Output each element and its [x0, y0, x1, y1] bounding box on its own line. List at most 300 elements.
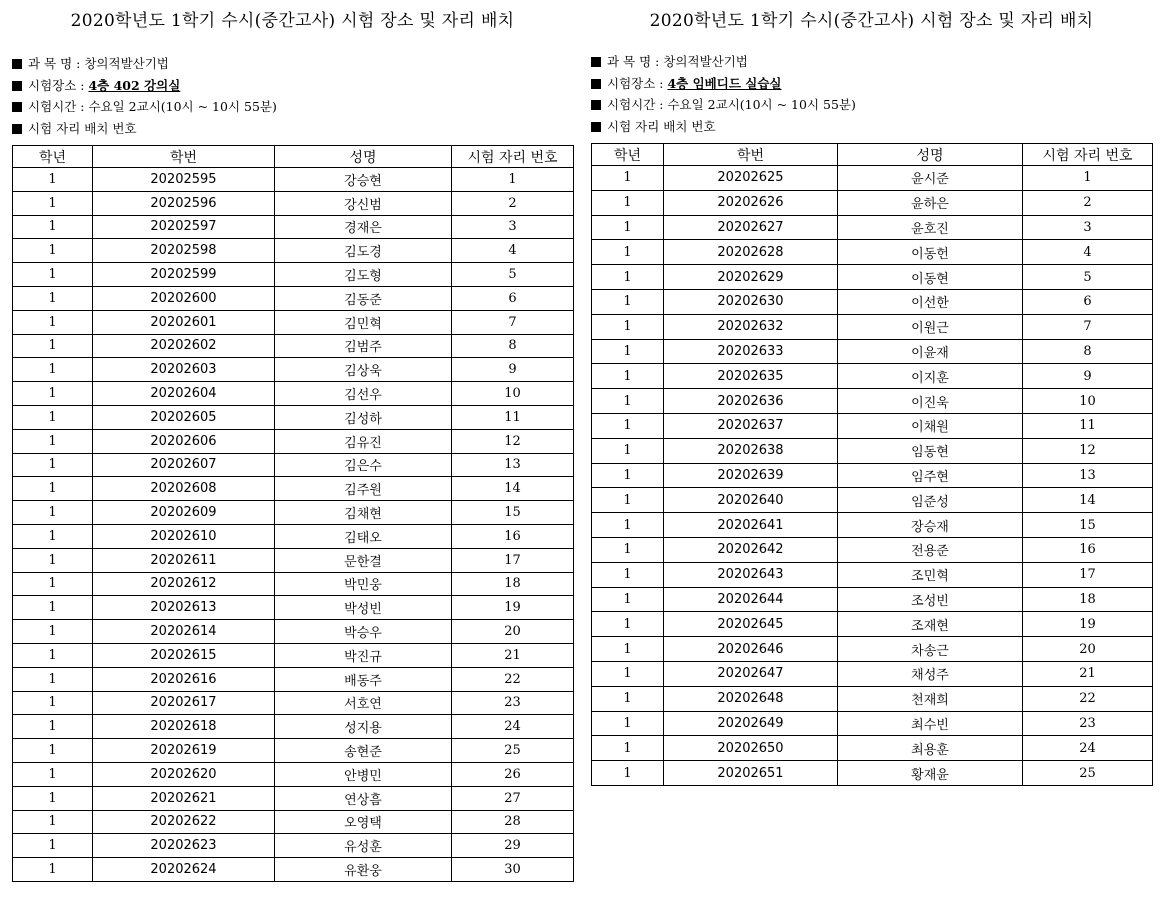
seat-number-cell: 13 [1023, 463, 1153, 488]
seat-number-cell: 16 [1023, 537, 1153, 562]
table-row [592, 736, 1153, 761]
student-id-cell: 20202613 [93, 596, 275, 620]
student-name-cell: 장승재 [838, 513, 1023, 538]
grade-cell: 1 [592, 314, 664, 339]
student-name-cell: 안병민 [275, 762, 452, 786]
student-name-cell: 박성빈 [275, 596, 452, 620]
table-row [13, 215, 574, 239]
seat-number-cell: 21 [1023, 661, 1153, 686]
table-row [592, 761, 1153, 786]
student-id-cell: 20202645 [664, 612, 838, 637]
student-name-cell: 강승현 [275, 168, 452, 192]
student-name-cell: 임준성 [838, 488, 1023, 513]
subject-line [591, 51, 856, 73]
seat-number-cell: 6 [1023, 289, 1153, 314]
info-value: 4층 임베디드 실습실 [667, 75, 782, 91]
student-id-cell: 20202628 [664, 240, 838, 265]
student-name-cell: 이진욱 [838, 389, 1023, 414]
table-row [592, 637, 1153, 662]
exam-info [591, 51, 856, 137]
seat-number-cell: 21 [452, 643, 574, 667]
table-row [13, 429, 574, 453]
table-row [13, 405, 574, 429]
table-row [13, 834, 574, 858]
student-id-cell: 20202617 [93, 691, 275, 715]
student-name-cell: 문한결 [275, 548, 452, 572]
student-name-cell: 이지훈 [838, 364, 1023, 389]
column-header: 시험 자리 번호 [1023, 144, 1153, 166]
seat-number-cell: 2 [452, 191, 574, 215]
seat-number-cell: 23 [452, 691, 574, 715]
grade-cell: 1 [13, 715, 93, 739]
seat-number-cell: 5 [452, 263, 574, 287]
student-id-cell: 20202601 [93, 310, 275, 334]
table-row [13, 786, 574, 810]
student-name-cell: 김동준 [275, 286, 452, 310]
square-bullet-icon [12, 124, 22, 134]
seat-number-cell: 29 [452, 834, 574, 858]
table-row [13, 858, 574, 882]
student-name-cell: 연상흠 [275, 786, 452, 810]
table-row [13, 239, 574, 263]
student-name-cell: 차송근 [838, 637, 1023, 662]
student-name-cell: 송현준 [275, 739, 452, 763]
student-name-cell: 윤호진 [838, 215, 1023, 240]
student-id-cell: 20202643 [664, 562, 838, 587]
student-name-cell: 김도형 [275, 263, 452, 287]
grade-cell: 1 [592, 413, 664, 438]
seat-number-cell: 25 [1023, 761, 1153, 786]
grade-cell: 1 [592, 190, 664, 215]
student-name-cell: 박민웅 [275, 572, 452, 596]
table-row [592, 686, 1153, 711]
grade-cell: 1 [13, 453, 93, 477]
grade-cell: 1 [13, 405, 93, 429]
student-name-cell: 윤시준 [838, 166, 1023, 191]
table-row [13, 168, 574, 192]
table-header-row [592, 144, 1153, 166]
info-label: 과 목 명 : [28, 56, 85, 71]
student-id-cell: 20202618 [93, 715, 275, 739]
table-row [592, 537, 1153, 562]
grade-cell: 1 [13, 286, 93, 310]
grade-cell: 1 [592, 761, 664, 786]
student-name-cell: 박진규 [275, 643, 452, 667]
student-name-cell: 천재희 [838, 686, 1023, 711]
seat-number-cell: 7 [1023, 314, 1153, 339]
student-name-cell: 배동주 [275, 667, 452, 691]
student-id-cell: 20202647 [664, 661, 838, 686]
seat-number-cell: 16 [452, 524, 574, 548]
grade-cell: 1 [592, 240, 664, 265]
seat-number-cell: 20 [1023, 637, 1153, 662]
student-id-cell: 20202621 [93, 786, 275, 810]
grade-cell: 1 [13, 382, 93, 406]
student-id-cell: 20202598 [93, 239, 275, 263]
page-title: 2020학년도 1학기 수시(중간고사) 시험 장소 및 자리 배치 [649, 11, 1094, 31]
grade-cell: 1 [592, 438, 664, 463]
student-id-cell: 20202651 [664, 761, 838, 786]
grade-cell: 1 [592, 389, 664, 414]
table-row [13, 762, 574, 786]
grade-cell: 1 [13, 739, 93, 763]
table-row [592, 389, 1153, 414]
grade-cell: 1 [592, 686, 664, 711]
student-id-cell: 20202595 [93, 168, 275, 192]
seat-number-cell: 19 [1023, 612, 1153, 637]
seat-number-cell: 17 [1023, 562, 1153, 587]
grade-cell: 1 [592, 289, 664, 314]
seating-table [591, 143, 1153, 786]
table-row [592, 562, 1153, 587]
student-name-cell: 오영택 [275, 810, 452, 834]
info-value: 수요일 2교시(10시 ~ 10시 55분) [88, 99, 277, 114]
student-id-cell: 20202609 [93, 501, 275, 525]
grade-cell: 1 [13, 477, 93, 501]
student-name-cell: 강신범 [275, 191, 452, 215]
student-id-cell: 20202646 [664, 637, 838, 662]
grade-cell: 1 [13, 810, 93, 834]
student-id-cell: 20202615 [93, 643, 275, 667]
exam-time-line [12, 96, 277, 118]
seat-number-cell: 3 [1023, 215, 1153, 240]
square-bullet-icon [591, 79, 601, 89]
table-row [13, 691, 574, 715]
grade-cell: 1 [592, 661, 664, 686]
table-row [592, 240, 1153, 265]
exam-info [12, 53, 277, 139]
grade-cell: 1 [13, 858, 93, 882]
table-row [592, 265, 1153, 290]
student-id-cell: 20202607 [93, 453, 275, 477]
table-row [13, 810, 574, 834]
table-row [592, 612, 1153, 637]
student-name-cell: 이채원 [838, 413, 1023, 438]
grade-cell: 1 [13, 501, 93, 525]
grade-cell: 1 [13, 643, 93, 667]
exam-room-line [12, 75, 277, 97]
grade-cell: 1 [13, 334, 93, 358]
seat-number-cell: 14 [452, 477, 574, 501]
seat-number-cell: 19 [452, 596, 574, 620]
grade-cell: 1 [13, 834, 93, 858]
student-name-cell: 임동현 [838, 438, 1023, 463]
student-id-cell: 20202636 [664, 389, 838, 414]
grade-cell: 1 [13, 762, 93, 786]
seating-table [12, 145, 574, 882]
info-value: 4층 402 강의실 [88, 77, 181, 93]
column-header: 학년 [592, 144, 664, 166]
grade-cell: 1 [13, 429, 93, 453]
student-id-cell: 20202626 [664, 190, 838, 215]
student-id-cell: 20202641 [664, 513, 838, 538]
student-name-cell: 최용훈 [838, 736, 1023, 761]
square-bullet-icon [12, 81, 22, 91]
seat-number-cell: 30 [452, 858, 574, 882]
student-id-cell: 20202630 [664, 289, 838, 314]
student-id-cell: 20202642 [664, 537, 838, 562]
subject-line [12, 53, 277, 75]
student-id-cell: 20202644 [664, 587, 838, 612]
student-name-cell: 김유진 [275, 429, 452, 453]
student-name-cell: 김은수 [275, 453, 452, 477]
seat-number-cell: 15 [452, 501, 574, 525]
seat-number-cell: 26 [452, 762, 574, 786]
student-id-cell: 20202610 [93, 524, 275, 548]
table-row [13, 667, 574, 691]
student-id-cell: 20202623 [93, 834, 275, 858]
table-row [13, 572, 574, 596]
exam-room-line [591, 73, 856, 95]
seat-number-cell: 23 [1023, 711, 1153, 736]
table-row [13, 643, 574, 667]
student-id-cell: 20202604 [93, 382, 275, 406]
grade-cell: 1 [13, 215, 93, 239]
info-value: 수요일 2교시(10시 ~ 10시 55분) [667, 97, 856, 112]
student-id-cell: 20202600 [93, 286, 275, 310]
student-id-cell: 20202622 [93, 810, 275, 834]
student-name-cell: 이동현 [838, 265, 1023, 290]
column-header: 학번 [664, 144, 838, 166]
table-row [13, 358, 574, 382]
student-id-cell: 20202649 [664, 711, 838, 736]
table-header-row [13, 146, 574, 168]
student-id-cell: 20202627 [664, 215, 838, 240]
table-row [13, 477, 574, 501]
student-id-cell: 20202638 [664, 438, 838, 463]
seat-number-cell: 4 [452, 239, 574, 263]
grade-cell: 1 [13, 358, 93, 382]
info-value: 창의적발산기법 [663, 54, 748, 69]
column-header: 학년 [13, 146, 93, 168]
student-name-cell: 채성주 [838, 661, 1023, 686]
table-row [592, 289, 1153, 314]
student-name-cell: 윤하은 [838, 190, 1023, 215]
table-row [592, 166, 1153, 191]
grade-cell: 1 [592, 637, 664, 662]
seat-number-cell: 8 [1023, 339, 1153, 364]
table-row [592, 661, 1153, 686]
seat-number-cell: 24 [452, 715, 574, 739]
seat-number-cell: 1 [452, 168, 574, 192]
grade-cell: 1 [13, 524, 93, 548]
table-row [592, 438, 1153, 463]
student-name-cell: 유성훈 [275, 834, 452, 858]
student-id-cell: 20202633 [664, 339, 838, 364]
student-id-cell: 20202606 [93, 429, 275, 453]
student-name-cell: 김도경 [275, 239, 452, 263]
square-bullet-icon [12, 102, 22, 112]
table-row [592, 513, 1153, 538]
student-name-cell: 김성하 [275, 405, 452, 429]
square-bullet-icon [12, 59, 22, 69]
seat-number-heading [591, 116, 856, 138]
info-label: 시험장소 : [28, 77, 89, 93]
student-name-cell: 김선우 [275, 382, 452, 406]
table-row [592, 215, 1153, 240]
seat-number-cell: 25 [452, 739, 574, 763]
grade-cell: 1 [13, 596, 93, 620]
grade-cell: 1 [13, 620, 93, 644]
info-label: 시험시간 : [28, 99, 89, 114]
grade-cell: 1 [592, 265, 664, 290]
page-title: 2020학년도 1학기 수시(중간고사) 시험 장소 및 자리 배치 [70, 11, 515, 31]
student-name-cell: 김채현 [275, 501, 452, 525]
seat-number-cell: 8 [452, 334, 574, 358]
student-name-cell: 이선한 [838, 289, 1023, 314]
seat-number-cell: 12 [1023, 438, 1153, 463]
seat-number-cell: 9 [452, 358, 574, 382]
student-name-cell: 성지용 [275, 715, 452, 739]
student-name-cell: 황재윤 [838, 761, 1023, 786]
seat-number-cell: 2 [1023, 190, 1153, 215]
grade-cell: 1 [592, 736, 664, 761]
student-id-cell: 20202605 [93, 405, 275, 429]
table-row [13, 715, 574, 739]
grade-cell: 1 [592, 488, 664, 513]
table-row [592, 711, 1153, 736]
student-name-cell: 김민혁 [275, 310, 452, 334]
grade-cell: 1 [13, 310, 93, 334]
student-id-cell: 20202632 [664, 314, 838, 339]
seat-number-cell: 11 [1023, 413, 1153, 438]
seat-number-cell: 22 [452, 667, 574, 691]
student-name-cell: 최수빈 [838, 711, 1023, 736]
info-label: 시험시간 : [607, 97, 668, 112]
grade-cell: 1 [13, 263, 93, 287]
seat-number-cell: 14 [1023, 488, 1153, 513]
seat-number-cell: 17 [452, 548, 574, 572]
table-row [13, 286, 574, 310]
student-name-cell: 경재은 [275, 215, 452, 239]
table-row [13, 524, 574, 548]
table-row [592, 364, 1153, 389]
student-id-cell: 20202619 [93, 739, 275, 763]
student-name-cell: 이원근 [838, 314, 1023, 339]
grade-cell: 1 [13, 168, 93, 192]
student-id-cell: 20202635 [664, 364, 838, 389]
grade-cell: 1 [13, 548, 93, 572]
grade-cell: 1 [592, 364, 664, 389]
table-row [13, 596, 574, 620]
table-row [13, 739, 574, 763]
seat-number-cell: 11 [452, 405, 574, 429]
grade-cell: 1 [13, 691, 93, 715]
student-name-cell: 김태오 [275, 524, 452, 548]
seat-number-cell: 9 [1023, 364, 1153, 389]
student-id-cell: 20202637 [664, 413, 838, 438]
table-row [13, 620, 574, 644]
grade-cell: 1 [13, 191, 93, 215]
student-id-cell: 20202612 [93, 572, 275, 596]
student-name-cell: 박승우 [275, 620, 452, 644]
column-header: 학번 [93, 146, 275, 168]
student-name-cell: 김범주 [275, 334, 452, 358]
student-name-cell: 김주원 [275, 477, 452, 501]
square-bullet-icon [591, 122, 601, 132]
grade-cell: 1 [592, 711, 664, 736]
table-row [13, 191, 574, 215]
table-row [13, 453, 574, 477]
seat-number-cell: 24 [1023, 736, 1153, 761]
grade-cell: 1 [13, 239, 93, 263]
student-name-cell: 김상욱 [275, 358, 452, 382]
info-label: 과 목 명 : [607, 54, 664, 69]
seat-number-cell: 1 [1023, 166, 1153, 191]
student-name-cell: 조재현 [838, 612, 1023, 637]
student-name-cell: 유환웅 [275, 858, 452, 882]
student-id-cell: 20202603 [93, 358, 275, 382]
grade-cell: 1 [592, 339, 664, 364]
student-name-cell: 서호연 [275, 691, 452, 715]
grade-cell: 1 [592, 513, 664, 538]
seat-number-cell: 5 [1023, 265, 1153, 290]
student-id-cell: 20202616 [93, 667, 275, 691]
grade-cell: 1 [592, 215, 664, 240]
student-id-cell: 20202596 [93, 191, 275, 215]
table-row [592, 314, 1153, 339]
student-id-cell: 20202640 [664, 488, 838, 513]
info-label: 시험 자리 배치 번호 [607, 118, 716, 134]
table-row [13, 334, 574, 358]
seat-number-cell: 18 [1023, 587, 1153, 612]
grade-cell: 1 [13, 786, 93, 810]
student-name-cell: 임주현 [838, 463, 1023, 488]
student-id-cell: 20202608 [93, 477, 275, 501]
seat-number-cell: 20 [452, 620, 574, 644]
seat-number-cell: 10 [1023, 389, 1153, 414]
student-id-cell: 20202614 [93, 620, 275, 644]
student-id-cell: 20202620 [93, 762, 275, 786]
table-row [13, 310, 574, 334]
seat-number-cell: 13 [452, 453, 574, 477]
info-value: 창의적발산기법 [84, 56, 169, 71]
table-row [592, 190, 1153, 215]
student-id-cell: 20202624 [93, 858, 275, 882]
grade-cell: 1 [592, 166, 664, 191]
seat-number-cell: 18 [452, 572, 574, 596]
student-name-cell: 전용준 [838, 537, 1023, 562]
grade-cell: 1 [592, 612, 664, 637]
table-row [13, 263, 574, 287]
seat-number-cell: 27 [452, 786, 574, 810]
seat-number-cell: 4 [1023, 240, 1153, 265]
table-row [13, 382, 574, 406]
info-label: 시험장소 : [607, 75, 668, 91]
column-header: 성명 [275, 146, 452, 168]
seat-number-cell: 7 [452, 310, 574, 334]
student-id-cell: 20202650 [664, 736, 838, 761]
student-id-cell: 20202648 [664, 686, 838, 711]
student-id-cell: 20202602 [93, 334, 275, 358]
seat-number-cell: 12 [452, 429, 574, 453]
table-row [592, 339, 1153, 364]
student-id-cell: 20202625 [664, 166, 838, 191]
grade-cell: 1 [13, 667, 93, 691]
exam-time-line [591, 94, 856, 116]
seat-number-cell: 28 [452, 810, 574, 834]
table-row [592, 488, 1153, 513]
table-row [592, 413, 1153, 438]
seat-number-cell: 6 [452, 286, 574, 310]
student-name-cell: 조성빈 [838, 587, 1023, 612]
seat-number-cell: 3 [452, 215, 574, 239]
student-id-cell: 20202597 [93, 215, 275, 239]
grade-cell: 1 [592, 587, 664, 612]
grade-cell: 1 [13, 572, 93, 596]
grade-cell: 1 [592, 562, 664, 587]
square-bullet-icon [591, 100, 601, 110]
